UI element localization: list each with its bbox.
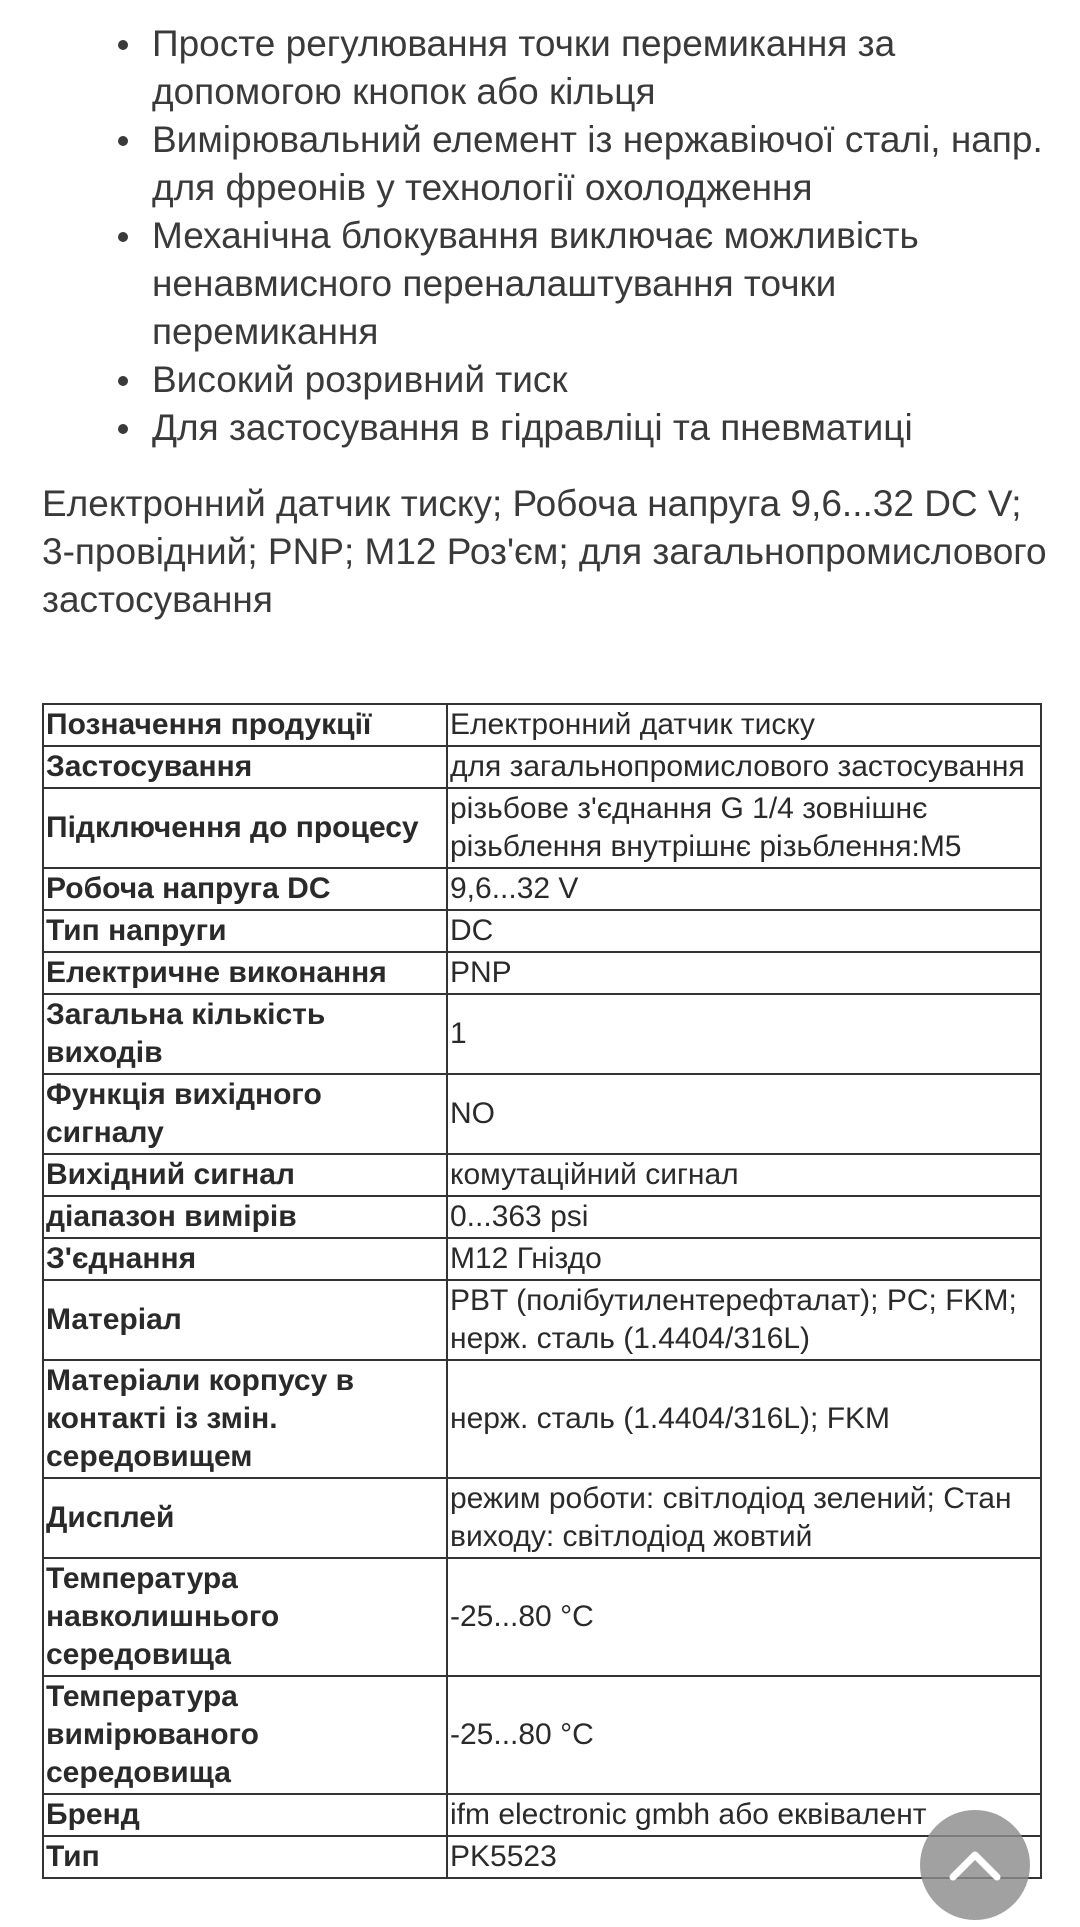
spec-value: PBT (полібутилентерефталат); PC; FKM; нерж. сталь (1.4404/316L) <box>447 1280 1041 1360</box>
spec-value: різьбове з'єднання G 1/4 зовнішнє різьблення внутрішнє різьблення:M5 <box>447 788 1041 868</box>
spec-value: -25...80 °C <box>447 1676 1041 1794</box>
feature-text: Механічна блокування виключає можливість ненавмисного переналаштування точки перемикання <box>152 215 919 352</box>
page-content <box>0 0 1080 624</box>
spec-label: Застосування <box>43 746 447 788</box>
spec-value: Електронний датчик тиску <box>447 704 1041 746</box>
table-row <box>43 952 1041 994</box>
spec-value: 1 <box>447 994 1041 1074</box>
spec-value: 0...363 psi <box>447 1196 1041 1238</box>
spec-value: нерж. сталь (1.4404/316L); FKM <box>447 1360 1041 1478</box>
table-row <box>43 1360 1041 1478</box>
spec-value: 9,6...32 V <box>447 868 1041 910</box>
table-row <box>43 788 1041 868</box>
feature-list <box>0 0 1080 452</box>
spec-label: Функція вихідного сигналу <box>43 1074 447 1154</box>
table-row <box>43 1478 1041 1558</box>
spec-label: Позначення продукції <box>43 704 447 746</box>
spec-value: режим роботи: світлодіод зелений; Стан виходу: світлодіод жовтий <box>447 1478 1041 1558</box>
spec-value: ifm electronic gmbh або еквівалент <box>447 1794 1041 1836</box>
list-item <box>0 404 1080 452</box>
spec-label: Тип <box>43 1836 447 1878</box>
spec-value: комутаційний сигнал <box>447 1154 1041 1196</box>
table-row <box>43 1238 1041 1280</box>
product-description: Електронний датчик тиску; Робоча напруга 9,6...32 DC V; 3-провідний; PNP; M12 Роз'єм; для загальнопромислового застосування <box>42 483 1047 620</box>
spec-table <box>42 703 1042 1879</box>
spec-label: діапазон вимірів <box>43 1196 447 1238</box>
spec-label: Робоча напруга DC <box>43 868 447 910</box>
spec-label: Бренд <box>43 1794 447 1836</box>
spec-label: Температура вимірюваного середовища <box>43 1676 447 1794</box>
table-row <box>43 1074 1041 1154</box>
spec-value: PK5523 <box>447 1836 1041 1878</box>
scroll-to-top-button[interactable] <box>920 1810 1030 1920</box>
bullet-icon <box>118 232 128 242</box>
spec-label: Матеріали корпусу в контакті із змін. середовищем <box>43 1360 447 1478</box>
feature-text: Для застосування в гідравліці та пневматиці <box>152 407 913 448</box>
list-item <box>0 212 1080 356</box>
table-row <box>43 1196 1041 1238</box>
spec-label: Дисплей <box>43 1478 447 1558</box>
table-row <box>43 1280 1041 1360</box>
spec-value: -25...80 °C <box>447 1558 1041 1676</box>
spec-value: для загальнопромислового застосування <box>447 746 1041 788</box>
spec-value: DC <box>447 910 1041 952</box>
spec-label: Матеріал <box>43 1280 447 1360</box>
table-row <box>43 1676 1041 1794</box>
spec-label: З'єднання <box>43 1238 447 1280</box>
feature-text: Вимірювальний елемент із нержавіючої сталі, напр. для фреонів у технології охолодження <box>152 119 1043 208</box>
table-row <box>43 868 1041 910</box>
list-item <box>0 356 1080 404</box>
table-row <box>43 704 1041 746</box>
spec-label: Загальна кількість виходів <box>43 994 447 1074</box>
table-row <box>43 1558 1041 1676</box>
table-row <box>43 994 1041 1074</box>
spec-label: Підключення до процесу <box>43 788 447 868</box>
bullet-icon <box>118 136 128 146</box>
spec-label: Тип напруги <box>43 910 447 952</box>
spec-label: Температура навколишнього середовища <box>43 1558 447 1676</box>
spec-value: PNP <box>447 952 1041 994</box>
feature-text: Просте регулювання точки перемикання за допомогою кнопок або кільця <box>152 23 896 112</box>
bullet-icon <box>118 424 128 434</box>
spec-label: Електричне виконання <box>43 952 447 994</box>
bullet-icon <box>118 40 128 50</box>
table-row <box>43 1836 1041 1878</box>
feature-text: Високий розривний тиск <box>152 359 568 400</box>
bullet-icon <box>118 376 128 386</box>
list-item <box>0 20 1080 116</box>
spec-label: Вихідний сигнал <box>43 1154 447 1196</box>
spec-value: NO <box>447 1074 1041 1154</box>
table-row <box>43 1154 1041 1196</box>
table-row <box>43 746 1041 788</box>
list-item <box>0 116 1080 212</box>
spec-value: M12 Гніздо <box>447 1238 1041 1280</box>
table-row <box>43 1794 1041 1836</box>
table-row <box>43 910 1041 952</box>
chevron-up-icon <box>947 1847 1003 1883</box>
